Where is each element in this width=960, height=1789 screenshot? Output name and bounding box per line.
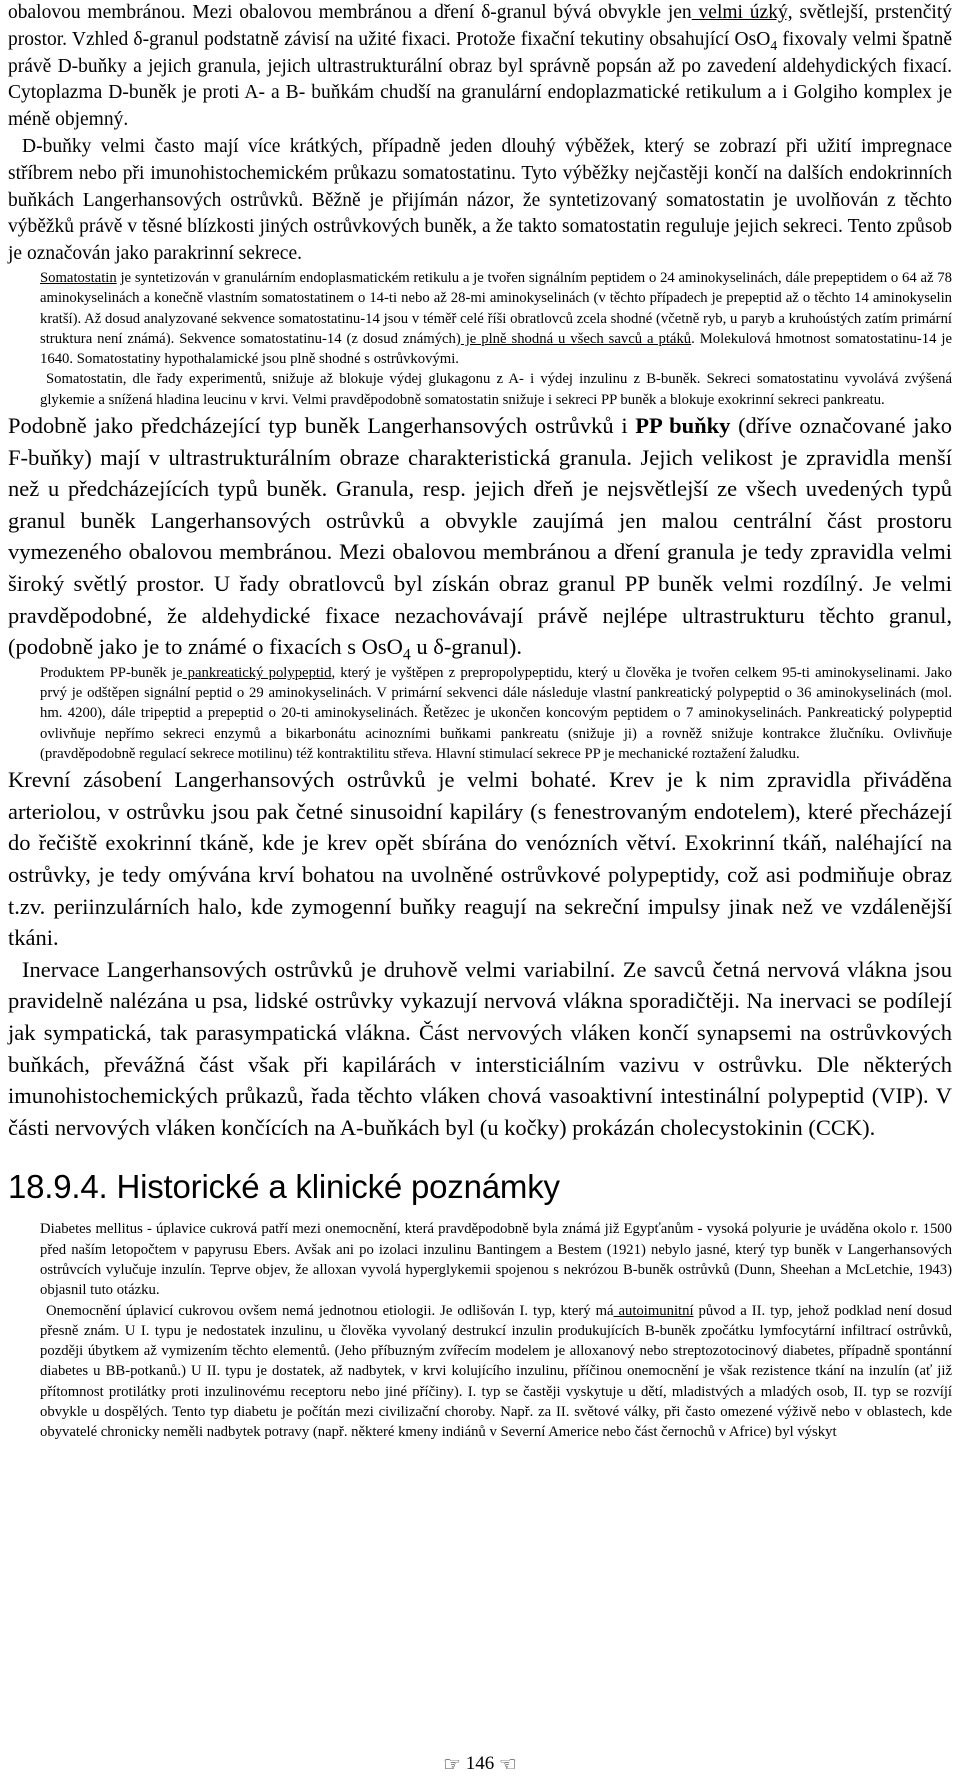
hand-left-icon: ☞ xyxy=(443,1752,461,1776)
section-heading: 18.9.4. Historické a klinické poznámky xyxy=(8,1168,560,1206)
paragraph-blood-supply: Krevní zásobení Langerhansových ostrůvků je velmi bohaté. Krev je k nim zpravidla přiváděna arteriolou, v ostrůvku jsou pak četné sinusoidní kapiláry (s fenestrovaným endotelem), které přecházejí do řečiště exokrinní tkáně, kde je krev opět sbírána do venózních větví. Exokrinní tkáň, naléhající na ostrůvky, je tedy omývána krví bohatou na uvolněné ostrůvkové polypeptidy, což asi podmiňuje obraz t.zv. periinzulárních halo, kde zymogenní buňky reagují na sekreční impulsy jinak než ve vzdálenější tkáni. xyxy=(8,767,952,951)
text-run: Produktem PP-buněk je xyxy=(40,664,183,681)
text-run: světlejší, prstenčitý prostor. Vzhled δ-granul podstatně závisí na užité fixaci. Protože fixační tekutiny obsahující OsO xyxy=(8,2,952,50)
hand-right-icon: ☜ xyxy=(499,1752,517,1776)
underlined-term: Somatostatin xyxy=(40,269,117,286)
underlined-term: autoimunitní xyxy=(613,1302,694,1319)
page-number: 146 xyxy=(465,1753,495,1774)
note-diabetes-types xyxy=(0,1301,960,1443)
underlined-text: je plně shodná u všech savců a ptáků xyxy=(460,330,692,347)
note-diabetes-history: Diabetes mellitus - úplavice cukrová patří mezi onemocnění, která pravděpodobně byla známá již Egypťanům - vysoká polyurie je uváděna okolo r. 1500 před naším letopočtem v papyrusu Ebers. Avšak ani po izolaci inzulinu Bantingem a Bestem (1921) nebylo jasné, který typ buněk v Langerhansových ostrůvcích vylučuje inzulín. Teprve objev, že alloxan vyvolá hyperglykemii spojenou s nekrózou B-buněk ostrůvků (Dunn, Sheehan a McLetchie, 1943) objasnil tuto otázku. xyxy=(40,1221,952,1299)
note-somatostatin-effects: Somatostatin, dle řady experimentů, snižuje až blokuje výdej glukagonu z A- i výdej inzulinu z B-buněk. Sekreci somatostatinu vyvolává zvýšená glykemie a snížená hladina leucinu v krvi. Velmi pravděpodobně somatostatin snižuje i sekreci PP buněk a blokuje exokrinní sekreci pankreatu. xyxy=(40,371,952,408)
subscript: 4 xyxy=(402,646,411,664)
text-run: fixovaly velmi špatně právě D-buňky a jejich granula, jejich ultrastrukturální obraz byl správně popsán až po zavedení aldehydických fixací. Cytoplazma D-buněk je proti A- a B- buňkám chudší na granulární endoplazmatické retikulum a i Golgiho komplex je méně objemný. xyxy=(8,28,952,131)
text-run: . Molekulová hmotnost somatostatinu-14 je 1640. Somatostatiny hypothalamické jsou plně shodné s ostrůvkovými. xyxy=(40,330,952,368)
text-run: původ a II. typ, jehož podklad není dosud přesně znám. U I. typu je nedostatek inzulinu, u člověka vyvolaný destrukcí inzulin produkujících B-buněk zpočátku lymfocytární infiltrací ostrůvků, později úbytkem až vymizením těchto elementů. (Jeho příbuzným zvířecím modelem je alloxanový nebo streptozotocinový diabetes, případně spontánní diabetes u BB-potkanů.) U II. typu je dostatek, až nadbytek, v krvi kolujícího inzulinu, příčinou onemocnění je však rezistence tkání na inzulín (ať již přítomnost protilátky proti inzulinovému receptoru nebo jiné příčiny). I. typ se častěji vyskytuje u dětí, mladistvých a mladých osob, II. typ se rozvíjí obvykle u dospělých. Tento typ diabetu je počítán mezi civilizační choroby. Např. za II. světové války, při často omezené výživě nebo v oblastech, kde obyvatelé chronicky neměli nadbytek potravy (např. některé kmeny indiánů v Severní Americe nebo část černochů v Africe) byl výskyt xyxy=(40,1302,952,1441)
text-run: , který je vyštěpen z prepropolypeptidu, který u člověka je tvořen celkem 95-ti aminokyselinami. Jako prvý je odštěpen signální peptid o 29 aminokyselinách. V primární sekvenci dále následuje vlastní pankreatický polypeptid o 36 aminokyselinách (mol. hm. 4200), dále tripeptid a prepeptid o 20-ti aminokyselinách. Řetězec je ukončen koncovým peptidem o 7 aminokyselinách. Pankreatický polypeptid ovlivňuje nepřímo sekreci enzymů a bikarbonátu acinozními buňkami pankreatu (snižuje ji) a rovněž snižuje kontrakce žlučníku. Ovlivňuje (pravděpodobně regulací sekrece motilinu) též kontraktilitu střeva. Hlavní stimulací sekrece PP je mechanické roztažení žaludku. xyxy=(40,664,952,762)
underlined-term: pankreatický polypeptid xyxy=(182,664,332,681)
text-run: je syntetizován v granulárním endoplasmatickém retikulu a je tvořen signálním peptidem o 24 aminokyselinách, dále prepeptidem o 64 až 78 aminokyselinách a konečně vlastním somatostatinem o 14-ti nebo až 28-mi aminokyselinách (v těchto případech je prepeptid až o těchto 14 aminokyselin kratší). Až dosud analyzované sekvence somatostatinu-14 jsou v téměř celé říši obratlovců zcela shodné (včetně ryb, u paryb a kruhoústých zatím primární struktura není známá). Sekvence somatostatinu-14 (z dosud známých) xyxy=(40,269,952,347)
text-run: (dříve označované jako F-buňky) mají v ultrastrukturálním obraze charakteristická granula. Jejich velikost je zpravidla menší než u předcházejících typů buněk. Granula, resp. jejich dřeň je nejsvětlejší ze všech uvedených typů granul buněk Langerhansových ostrůvků a obvykle zaujímá jen malou centrální část prostoru vymezeného obalovou membránou. Mezi obalovou membránou a dření granula je tedy zpravidla velmi široký světlý prostor. U řady obratlovců byl získán obraz granul PP buněk velmi rozdílný. Je velmi pravděpodobné, že aldehydické fixace nezachovávají právě nejlépe ultrastrukturu těchto granul, (podobně jako je to známé o fixacích s OsO xyxy=(8,413,952,660)
underlined-text: velmi úzký, xyxy=(691,2,793,23)
note-pancreatic-polypeptide xyxy=(0,663,960,764)
bold-term: PP buňky xyxy=(635,413,731,439)
note-somatostatin-synthesis xyxy=(0,268,960,369)
page-footer xyxy=(0,1752,960,1776)
paragraph-pp-cells xyxy=(0,410,960,663)
paragraph-d-granules xyxy=(0,0,960,134)
text-run: Onemocnění úplavicí cukrovou ovšem nemá jednotnou etiologii. Je odlišován I. typ, který má xyxy=(46,1302,614,1319)
paragraph-innervation: Inervace Langerhansových ostrůvků je druhově velmi variabilní. Ze savců četná nervová vlákna jsou pravidelně nalézána u psa, lidské ostrůvky vykazují nervová vlákna sporadičtěji. Na inervaci se podílejí jak sympatická, tak parasympatická vlákna. Část nervových vláken končí synapsemi na ostrůvkových buňkách, převážná část však při kapilárách v intersticiálním vazivu v ostrůvku. Dle některých imunohistochemických průkazů, řada těchto vláken chová vasoaktivní intestinální polypeptid (VIP). V části nervových vláken končících na A-buňkách byl (u kočky) prokázán cholecystokinin (CCK). xyxy=(8,956,952,1140)
paragraph-d-cell-processes: D-buňky velmi často mají více krátkých, případně jeden dlouhý výběžek, který se zobrazí při užití impregnace stříbrem nebo při imunohistochemickém průkazu somatostatinu. Tyto výběžky nejčastěji končí na dalších endokrinních buňkách Langerhansových ostrůvků. Běžně je přijímán názor, že syntetizovaný somatostatin je uvolňován z těchto výběžků právě v těsné blízkosti jiných ostrůvkových buněk, a že takto somatostatin reguluje jejich sekreci. Tento způsob je označován jako parakrinní sekrece. xyxy=(8,135,952,265)
text-run: u δ-granul). xyxy=(410,634,522,660)
subscript: 4 xyxy=(770,37,778,53)
text-run: Podobně jako předcházející typ buněk Langerhansových ostrůvků i xyxy=(8,413,636,439)
text-run: obalovou membránou. Mezi obalovou membránou a dření δ-granul bývá obvykle jen xyxy=(8,2,692,23)
